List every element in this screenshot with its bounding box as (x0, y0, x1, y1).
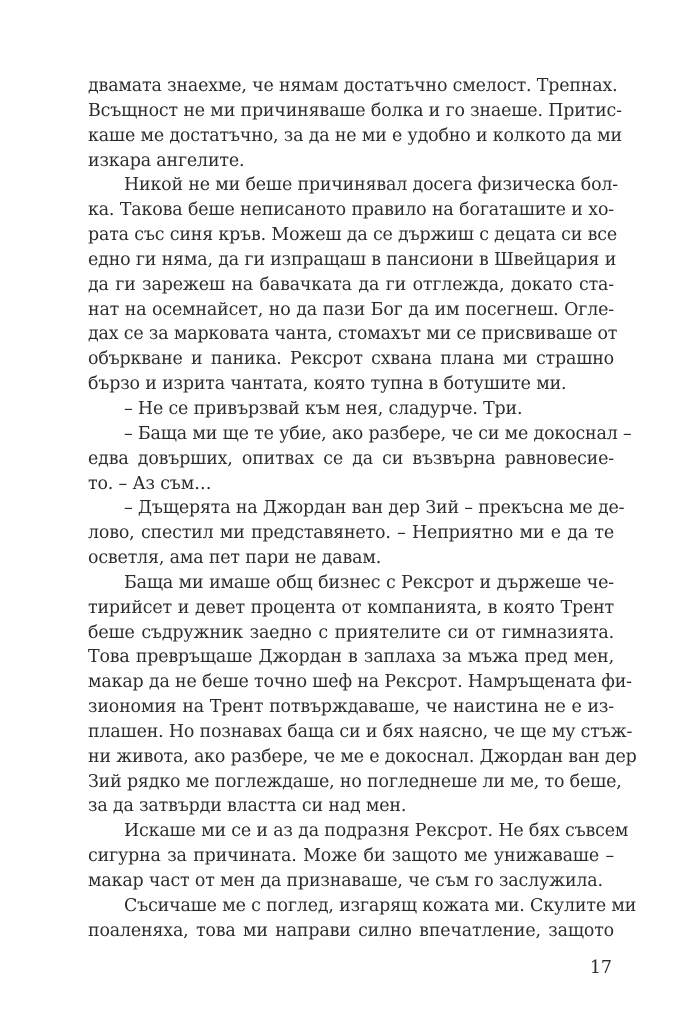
text-line: то. – Аз съм… (88, 473, 212, 494)
text-line: Баща ми имаше общ бизнес с Рексрот и държеше че- (124, 572, 614, 593)
text-line: беше съдружник заедно с приятелите си от гимназията. (88, 622, 614, 643)
text-line: едно ги няма, да ги изпращаш в пансиони в Швейцария и (88, 249, 617, 270)
text-line: Всъщност не ми причиняваше болка и го знаеше. Притис- (88, 100, 622, 121)
text-line: бързо и изрита чантата, която тупна в ботушите ми. (88, 374, 567, 395)
text-line: дах се за марковата чанта, стомахът ми се присвиваше от (88, 324, 618, 345)
text-line: плашен. Но познавах баща си и бях наясно, че ще му стъж- (88, 721, 633, 742)
text-line: Съсичаше ме с поглед, изгарящ кожата ми. Скулите ми (124, 895, 637, 916)
text-line: – Баща ми ще те убие, ако разбере, че си ме докоснал – (124, 423, 632, 444)
text-line: за да затвърди властта си над мен. (88, 796, 407, 817)
text-line: лово, спестил ми представянето. – Неприятно ми е да те (88, 523, 614, 544)
text-line: макар да не беше точно шеф на Рексрот. Намръщената фи- (88, 672, 632, 693)
text-line: да ги зарежеш на бавачката да ги отглежда, докато ста- (88, 274, 614, 295)
page-number: 17 (589, 958, 612, 978)
text-line: объркване и паника. Рексрот схвана плана ми страшно (88, 349, 614, 370)
text-line: изкара ангелите. (88, 150, 245, 171)
text-line: Това превръщаше Джордан в заплаха за мъжа пред мен, (88, 647, 614, 668)
text-line: рата със синя кръв. Можеш да се държиш с децата си все (88, 225, 617, 246)
text-line: двамата знаехме, че нямам достатъчно смелост. Трепнах. (88, 76, 618, 96)
text-line: нат на осемнайсет, но да пази Бог да им посегнеш. Огле- (88, 299, 614, 320)
text-line: – Дъщерята на Джордан ван дер Зий – прекъсна ме де- (124, 498, 625, 519)
text-line: – Не се привързвай към нея, сладурче. Три. (124, 398, 523, 419)
text-line: сигурна за причината. Може би защото ме унижаваше – (88, 846, 614, 867)
text-line: каше ме достатъчно, за да не ми е удобно и колкото да ми (88, 125, 622, 146)
text-line: едва довърших, опитвах се да си възвърна равновесие- (88, 448, 614, 469)
text-line: ни живота, ако разбере, че ме е докоснал. Джордан ван дер (88, 746, 637, 767)
text-line: макар част от мен да признаваше, че съм го заслужила. (88, 871, 603, 891)
text-line: Зий рядко ме поглеждаше, но погледнеше ли ме, то беше, (88, 771, 622, 792)
body-text (88, 74, 637, 944)
text-line: ка. Такова беше неписаното правило на богаташите и хо- (88, 200, 614, 221)
text-line: зиономия на Трент потвърждаваше, че наистина не е из- (88, 697, 614, 718)
text-line: осветля, ама пет пари не давам. (88, 548, 382, 569)
text-line: тирийсет и девет процента от компанията, в която Трент (88, 597, 614, 618)
text-line: Никой не ми беше причинявал досега физическа бол- (124, 175, 619, 196)
text-line: поаленяха, това ми направи силно впечатление, защото (88, 920, 614, 941)
text-line: Искаше ми се и аз да подразня Рексрот. Не бях съвсем (124, 821, 629, 842)
